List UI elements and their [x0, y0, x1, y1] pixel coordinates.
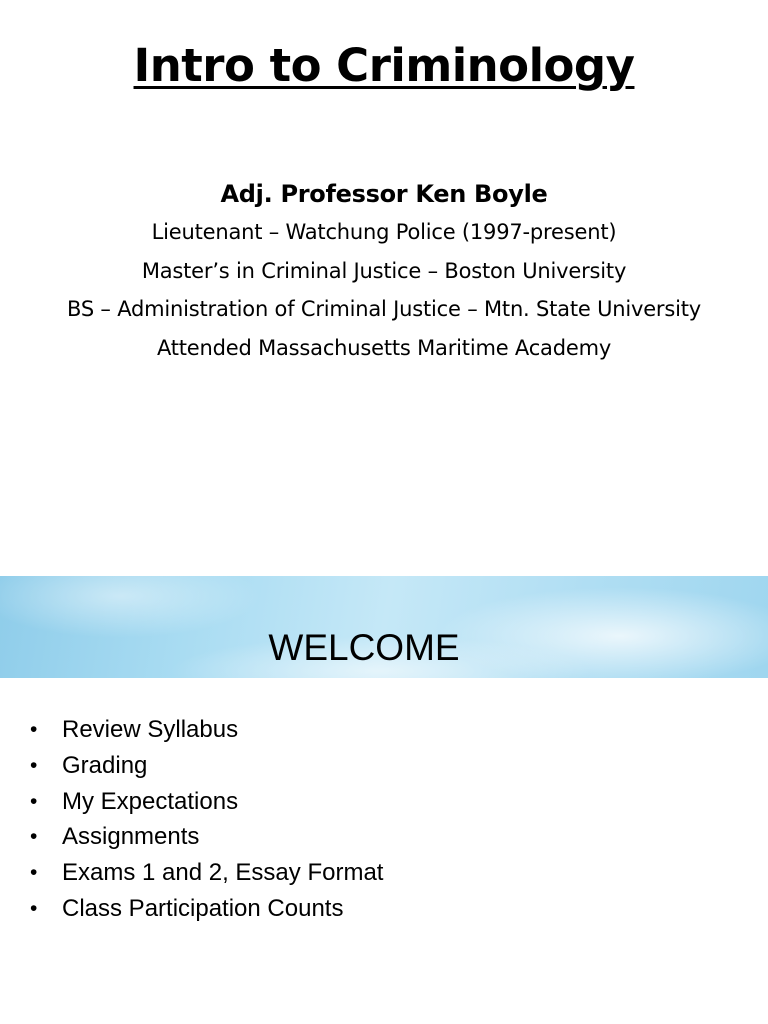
list-item [30, 748, 383, 784]
bio-line-police: Lieutenant – Watchung Police (1997-present) [151, 220, 617, 244]
instructor-name: Adj. Professor Ken Boyle [220, 180, 548, 208]
bio-line-academy: Attended Massachusetts Maritime Academy [156, 335, 612, 360]
list-item [30, 712, 383, 748]
list-item-text: My Expectations [62, 787, 239, 815]
list-item-text: Assignments [62, 823, 200, 851]
agenda-list [30, 712, 383, 927]
list-item-text: Review Syllabus [62, 716, 239, 743]
list-item [30, 784, 383, 820]
bullet-icon: • [30, 789, 38, 813]
list-item-text: Grading [62, 751, 148, 779]
bullet-icon: • [30, 896, 38, 920]
list-item [30, 819, 383, 855]
bullet-icon: • [30, 861, 38, 885]
instructor-bio [0, 175, 768, 367]
bio-line-bachelors: BS – Administration of Criminal Justice – Mtn. State University [66, 297, 702, 321]
list-item [30, 891, 383, 927]
sky-banner [0, 576, 768, 678]
slide-welcome [0, 576, 768, 1024]
list-item-text: Exams 1 and 2, Essay Format [62, 859, 384, 887]
list-item [30, 855, 383, 891]
bullet-icon: • [30, 753, 38, 777]
slide-title: Intro to Criminology [133, 39, 635, 92]
bullet-icon: • [30, 825, 38, 849]
bullet-icon: • [30, 718, 38, 741]
bio-line-masters: Master’s in Criminal Justice – Boston University [141, 258, 627, 283]
welcome-heading: WELCOME [268, 627, 460, 668]
list-item-text: Class Participation Counts [62, 894, 344, 922]
